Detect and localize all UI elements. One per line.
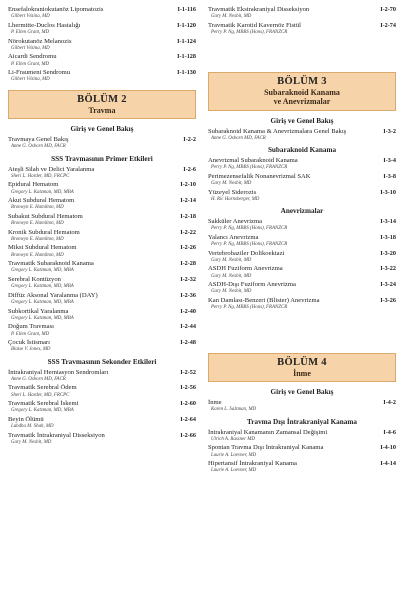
entry-page-number: I-1-116 xyxy=(177,6,196,13)
entry-author: Laurie A. Loevner, MD xyxy=(211,468,257,474)
entry-title: Subkortikal Yaralanma xyxy=(8,307,69,315)
entry-page-number: I-1-128 xyxy=(177,53,196,61)
entry-author: P. Ellen Grant, MD xyxy=(11,61,50,67)
entry-title: Anevrizmal Subaraknoid Kanama xyxy=(208,157,298,164)
entry-page-number: I-2-64 xyxy=(180,416,196,424)
entry-author: Gregory L. Katzman, MD, MBA xyxy=(11,315,74,321)
section-entries xyxy=(8,166,196,354)
entry-author: Anne G. Osborn MD, FACR xyxy=(11,144,66,150)
section-entries xyxy=(208,128,396,142)
entry-author: Gregory L. Katzman, MD, MBA xyxy=(11,284,74,290)
toc-entry[interactable] xyxy=(8,181,196,189)
entry-author: Gilbert Vézina, MD xyxy=(11,77,50,83)
section-entries xyxy=(208,218,396,311)
entry-page-number: I-3-8 xyxy=(383,172,396,180)
entry-author: Gregory L. Katzman, MD, MBA xyxy=(11,408,74,414)
entry-page-number: I-1-130 xyxy=(177,69,196,77)
entry-title: Perimezensefalik Nonanevrizmal SAK xyxy=(208,172,311,180)
entry-title: İntrakraniyal Kanamanın Zamansal Değişimi xyxy=(208,428,328,436)
entry-author: Bronwyn E. Hamilton, MD xyxy=(11,236,64,242)
toc-entry[interactable] xyxy=(8,369,196,377)
entry-title: Epidural Hematom xyxy=(8,181,59,189)
section-entries xyxy=(8,369,196,447)
entry-author: Lubdha M. Shah, MD xyxy=(11,424,54,430)
entry-title: Çocuk İstismarı xyxy=(8,339,50,347)
toc-entry[interactable] xyxy=(8,53,196,61)
entry-author: Perry P. Ng, MBBS (Hons), FRANZCR xyxy=(211,165,288,171)
toc-entry[interactable] xyxy=(8,400,196,408)
entry-title: Hipertansif İntrakraniyal Kanama xyxy=(208,460,297,468)
entry-title: ASDH-Dışı Fuziform Anevrizma xyxy=(208,281,296,289)
toc-entry[interactable] xyxy=(208,128,396,136)
chapter-2-title: Travma xyxy=(88,105,116,115)
entry-author: Perry P. Ng, MBBS (Hons), FRANZCR xyxy=(211,305,288,311)
chapter-3-label: BÖLÜM 3 xyxy=(277,75,327,87)
chapter-4-label: BÖLÜM 4 xyxy=(277,356,327,368)
entry-author: Blaise V. Jones, MD xyxy=(11,347,51,353)
chapter-3-header xyxy=(208,72,396,111)
entry-page-number: I-2-10 xyxy=(180,181,196,189)
entry-title: Doğum Travması xyxy=(8,323,54,331)
section-heading: SSS Travmasının Primer Etkileri xyxy=(51,154,153,163)
entry-author: Anne G. Osborn MD, FACR xyxy=(211,135,266,141)
entry-title: Aicardi Sendromu xyxy=(8,53,57,61)
toc-entry[interactable] xyxy=(208,157,396,165)
entry-author: Bronwyn E. Hamilton, MD xyxy=(11,221,64,227)
toc-entry[interactable] xyxy=(8,276,196,284)
section-heading: Anevrizmalar xyxy=(280,207,324,215)
entry-author: Bronwyn E. Hamilton, MD xyxy=(11,252,64,258)
toc-entry[interactable] xyxy=(8,339,196,347)
section-heading: Travma Dışı İntrakraniyal Kanama xyxy=(247,417,357,426)
toc-entry[interactable] xyxy=(8,197,196,205)
entry-page-number: I-2-48 xyxy=(180,339,196,347)
toc-entry[interactable] xyxy=(208,6,396,14)
section-heading: Giriş ve Genel Bakış xyxy=(70,125,134,134)
entry-title: Travmatik Serebral İskemi xyxy=(8,400,79,408)
entry-title: Subakut Subdural Hematom xyxy=(8,212,83,220)
toc-entry[interactable] xyxy=(208,429,396,437)
entry-page-number: I-2-26 xyxy=(180,244,196,252)
entry-author: Perry P. Ng, MBBS (Hons), FRANZCR xyxy=(211,30,288,35)
entry-page-number: I-2-14 xyxy=(180,197,196,205)
toc-entry[interactable] xyxy=(8,416,196,424)
entry-author: Gregory L. Katzman, MD, MBA xyxy=(11,300,74,306)
chapter-3-title-line2: ve Anevrizmalar xyxy=(273,97,331,107)
toc-entry[interactable] xyxy=(208,297,396,305)
section-heading: SSS Travmasının Sekonder Etkileri xyxy=(47,357,157,366)
entry-author: Bronwyn E. Hamilton, MD xyxy=(11,205,64,211)
toc-entry[interactable] xyxy=(8,292,196,300)
entry-author: Gary M. Nesbit, MD xyxy=(211,181,252,186)
entry-title: Serebral Kontüzyon xyxy=(8,276,61,284)
spacer xyxy=(208,313,396,347)
entry-page-number: I-2-52 xyxy=(180,368,196,376)
entry-page-number: I-4-10 xyxy=(380,444,396,452)
toc-entry[interactable] xyxy=(8,22,196,30)
toc-entry[interactable] xyxy=(8,166,196,174)
toc-entry[interactable] xyxy=(208,265,396,273)
chapter-3-title-line1: Subaraknoid Kanama xyxy=(264,87,340,97)
entry-page-number: I-2-22 xyxy=(180,228,196,236)
entry-title: Sakküler Anevrizma xyxy=(208,218,263,225)
entry-page-number: I-3-4 xyxy=(383,157,396,164)
entry-page-number: I-2-6 xyxy=(183,165,196,173)
entry-page-number: I-3-20 xyxy=(380,249,396,257)
entry-title: Beyin Ölümü xyxy=(8,416,44,424)
toc-entry[interactable] xyxy=(208,22,396,30)
entry-page-number: I-1-120 xyxy=(177,21,196,29)
toc-entry[interactable] xyxy=(8,38,196,46)
toc-entry[interactable] xyxy=(208,250,396,258)
entry-title: Ateşli Silah ve Delici Yaralanma xyxy=(8,165,95,173)
toc-entry[interactable] xyxy=(208,234,396,242)
entry-page-number: I-3-22 xyxy=(380,265,396,273)
toc-entry[interactable] xyxy=(208,399,396,407)
entry-title: ASDH Fuziform Anevrizma xyxy=(208,265,283,273)
entry-page-number: I-4-14 xyxy=(380,460,396,468)
entry-author: P. Ellen Grant, MD xyxy=(11,331,50,337)
entry-page-number: I-1-124 xyxy=(177,37,196,45)
entry-title: Travmatik Karotid Kavernöz Fistül xyxy=(208,21,301,29)
entry-title: Travmatik Serebral Ödem xyxy=(8,384,77,392)
entry-page-number: I-2-36 xyxy=(180,291,196,299)
entry-author: Gregory L. Katzman, MD, MBA xyxy=(11,268,74,274)
entry-page-number: I-3-14 xyxy=(380,218,396,225)
entry-author: Gary M. Nesbit, MD xyxy=(211,14,252,20)
entry-page-number: I-3-2 xyxy=(383,127,396,135)
entry-author: Gregory L. Katzman, MD, MBA xyxy=(11,189,74,195)
entry-author: Sheri L. Harder, MD, FRCPC xyxy=(11,392,70,398)
section-entries xyxy=(208,157,396,203)
entry-title: Akut Subdural Hematom xyxy=(8,197,75,205)
entry-page-number: I-2-2 xyxy=(183,136,196,144)
entry-author: Sheri L. Harder, MD, FRCPC xyxy=(11,173,70,179)
entry-page-number: I-2-56 xyxy=(180,384,196,392)
entry-title: Travmaya Genel Bakış xyxy=(8,136,69,144)
entry-author: Gilbert Vézina, MD xyxy=(11,14,50,20)
section-entries xyxy=(208,399,396,413)
entry-page-number: I-3-24 xyxy=(380,281,396,289)
entry-author: Gary M. Nesbit, MD xyxy=(11,440,52,446)
entry-author: H. Ric Harnsberger, MD xyxy=(211,196,260,202)
entry-author: Gary M. Nesbit, MD xyxy=(211,289,252,295)
entry-author: Gilbert Vézina, MD xyxy=(11,45,50,51)
entry-page-number: I-2-66 xyxy=(180,431,196,439)
entry-author: Anne G. Osborn MD, FACR xyxy=(11,376,66,382)
section-heading: Giriş ve Genel Bakış xyxy=(270,388,334,397)
entry-page-number: I-4-6 xyxy=(383,428,396,436)
entry-page-number: I-2-28 xyxy=(180,260,196,268)
chapter-4-header xyxy=(208,353,396,383)
spacer xyxy=(208,38,396,66)
entry-title: Vertebrobaziler Dolikoektazi xyxy=(208,249,285,257)
entry-page-number: I-4-2 xyxy=(383,399,396,407)
entry-page-number: I-3-26 xyxy=(380,296,396,304)
entry-author: Karen L. Salzman, MD xyxy=(211,407,257,413)
entry-author: Ulrich A. Rassner MD xyxy=(211,436,255,442)
toc-entry[interactable] xyxy=(208,218,396,226)
toc-entry[interactable] xyxy=(208,460,396,468)
right-column xyxy=(208,6,396,476)
toc-entry[interactable] xyxy=(8,384,196,392)
toc-entry[interactable] xyxy=(8,432,196,440)
toc-entry[interactable] xyxy=(8,260,196,268)
entry-page-number: I-2-70 xyxy=(380,6,396,13)
entry-title: Mikst Subdural Hematom xyxy=(8,244,77,252)
entry-author: Perry P. Ng, MBBS (Hons), FRANZCR xyxy=(211,242,288,247)
entry-author: Gary M. Nesbit, MD xyxy=(211,257,252,263)
entry-page-number: I-2-44 xyxy=(180,323,196,331)
entry-title: Yalancı Anevrizma xyxy=(208,233,259,241)
toc-entry[interactable] xyxy=(8,213,196,221)
entry-title: Travmatik Ekstrakraniyal Disseksiyon xyxy=(208,6,310,13)
entry-author: Perry P. Ng, MBBS (Hons), FRANZCR xyxy=(211,226,288,232)
entry-page-number: I-2-40 xyxy=(180,307,196,315)
left-top-entries xyxy=(8,6,196,84)
section-heading: Giriş ve Genel Bakış xyxy=(270,116,334,125)
entry-title: Subaraknoid Kanama & Anevrizmalara Genel Bakış xyxy=(208,127,347,135)
entry-page-number: I-3-18 xyxy=(380,233,396,241)
toc-entry[interactable] xyxy=(8,229,196,237)
entry-author: Laurie A. Loevner, MD xyxy=(211,452,257,458)
entry-author: P. Ellen Grant, MD xyxy=(11,30,50,35)
entry-page-number: I-2-18 xyxy=(180,212,196,220)
entry-title: İntrakraniyal Herniasyon Sendromları xyxy=(8,368,109,376)
toc-entry[interactable] xyxy=(8,323,196,331)
entry-title: Travmatik Subaraknoid Kanama xyxy=(8,260,94,268)
toc-entry[interactable] xyxy=(8,244,196,252)
toc-entry[interactable] xyxy=(208,189,396,197)
toc-entry[interactable] xyxy=(8,6,196,14)
right-top-entries xyxy=(208,6,396,36)
entry-title: İnme xyxy=(208,399,222,407)
entry-author: Gary M. Nesbit, MD xyxy=(211,273,252,279)
entry-page-number: I-2-74 xyxy=(380,21,396,29)
entry-title: Li-Fraumeni Sendromu xyxy=(8,69,71,77)
toc-entry[interactable] xyxy=(8,308,196,316)
toc-entry[interactable] xyxy=(208,444,396,452)
chapter-4-title: İnme xyxy=(293,368,311,378)
left-column xyxy=(8,6,196,448)
toc-entry[interactable] xyxy=(208,281,396,289)
entry-title: Travmatik İntrakraniyal Disseksiyon xyxy=(8,431,105,439)
section-entries xyxy=(208,429,396,475)
toc-entry[interactable] xyxy=(8,69,196,77)
entry-title: Ensefalokraniokutanöz Lipomatozis xyxy=(8,6,104,13)
entry-title: Yüzeyel Siderozis xyxy=(208,188,257,196)
section-heading: Subaraknoid Kanama xyxy=(267,146,337,154)
entry-title: Lhermitte-Duclos Hastalığı xyxy=(8,21,81,29)
toc-entry[interactable] xyxy=(208,173,396,181)
entry-page-number: I-3-10 xyxy=(380,188,396,196)
entry-title: Kan Damlası-Benzeri (Blister) Anevrizma xyxy=(208,296,320,304)
entry-title: Nörokutanöz Melanozis xyxy=(8,37,72,45)
toc-entry[interactable] xyxy=(8,136,196,144)
entry-title: Spontan Travma Dışı İntrakraniyal Kanama xyxy=(208,444,324,452)
entry-title: Diffüz Aksonal Yaralanma (DAY) xyxy=(8,291,98,299)
chapter-2-label: BÖLÜM 2 xyxy=(77,93,127,105)
entry-title: Kronik Subdural Hematom xyxy=(8,228,80,236)
section-entries xyxy=(8,136,196,150)
chapter-2-header xyxy=(8,90,196,120)
entry-page-number: I-2-60 xyxy=(180,400,196,408)
entry-page-number: I-2-32 xyxy=(180,276,196,284)
